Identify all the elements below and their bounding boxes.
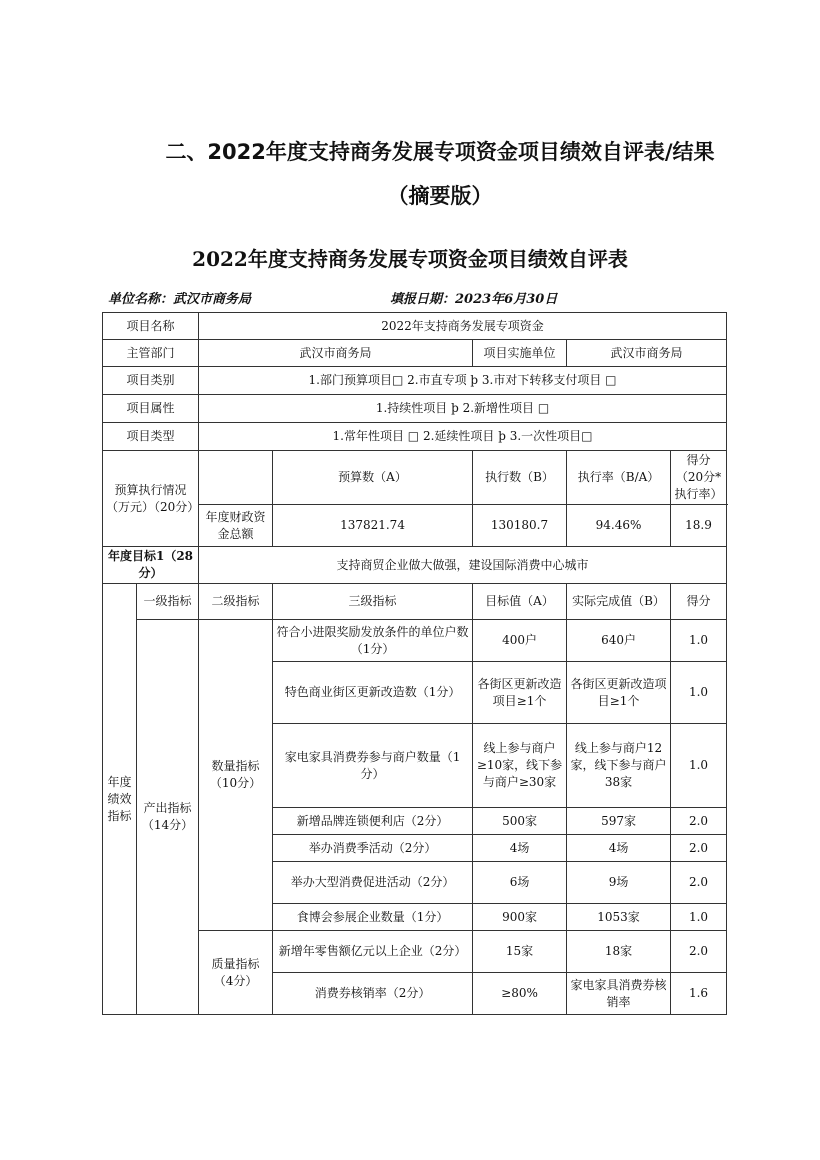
indicator-score: 1.6 xyxy=(671,973,727,1015)
indicator-header: 一级指标 xyxy=(137,584,199,620)
indicator-score: 2.0 xyxy=(671,931,727,973)
impl-label: 项目实施单位 xyxy=(473,340,567,367)
indicator-score: 1.0 xyxy=(671,724,727,808)
indicator-actual: 18家 xyxy=(567,931,671,973)
indicator-target: 6场 xyxy=(473,862,567,904)
row-attribute xyxy=(103,395,727,423)
indicator-actual: 640户 xyxy=(567,620,671,662)
indicator-target: 900家 xyxy=(473,904,567,931)
indicator-score: 2.0 xyxy=(671,835,727,862)
indicator-name: 家电家具消费券参与商户数量（1分） xyxy=(273,724,473,808)
attr-label: 项目属性 xyxy=(103,395,199,423)
budget-header: 执行率（B/A） xyxy=(567,451,671,505)
indicator-name: 符合小进限奖励发放条件的单位户数（1分） xyxy=(273,620,473,662)
indicator-name: 举办大型消费促进活动（2分） xyxy=(273,862,473,904)
indicator-header: 得分 xyxy=(671,584,727,620)
budget-header: 预算数（A） xyxy=(273,451,473,505)
indicator-actual: 线上参与商户12家，线下参与商户38家 xyxy=(567,724,671,808)
budget-header: 得分（20分*执行率） xyxy=(671,451,727,505)
indicator-score: 1.0 xyxy=(671,904,727,931)
document-heading-line2: （摘要版） xyxy=(387,184,493,208)
goal-label: 年度目标1（28分） xyxy=(103,547,199,584)
budget-value: 137821.74 xyxy=(273,505,473,547)
indicator-header: 三级指标 xyxy=(273,584,473,620)
indicator-name: 食博会参展企业数量（1分） xyxy=(273,904,473,931)
quality-indicator-label: 质量指标（4分） xyxy=(199,931,273,1015)
indicator-name: 新增品牌连锁便利店（2分） xyxy=(273,808,473,835)
table-title: 2022年度支持商务发展专项资金项目绩效自评表 xyxy=(192,247,628,271)
output-indicator-label: 产出指标（14分） xyxy=(137,620,199,1015)
document-heading-line1: 二、2022年度支持商务发展专项资金项目绩效自评表/结果 xyxy=(165,140,715,164)
indicator-header: 二级指标 xyxy=(199,584,273,620)
indicator-name: 举办消费季活动（2分） xyxy=(273,835,473,862)
report-date: 填报日期：2023年6月30日 xyxy=(390,292,558,307)
indicator-score: 2.0 xyxy=(671,808,727,835)
indicator-header: 目标值（A） xyxy=(473,584,567,620)
type-value: 1.常年性项目 □ 2.延续性项目 þ 3.一次性项目□ xyxy=(199,423,727,451)
type-label: 项目类型 xyxy=(103,423,199,451)
indicator-actual: 家电家具消费券核销率 xyxy=(567,973,671,1015)
category-label: 项目类别 xyxy=(103,367,199,395)
indicator-actual: 各街区更新改造项目≥1个 xyxy=(567,662,671,724)
dept-value: 武汉市商务局 xyxy=(199,340,473,367)
indicator-score: 2.0 xyxy=(671,862,727,904)
indicator-target: ≥80% xyxy=(473,973,567,1015)
project-name-label: 项目名称 xyxy=(103,313,199,340)
indicator-target: 4场 xyxy=(473,835,567,862)
budget-value: 94.46% xyxy=(567,505,671,547)
indicator-target: 15家 xyxy=(473,931,567,973)
indicator-actual: 1053家 xyxy=(567,904,671,931)
indicator-header: 实际完成值（B） xyxy=(567,584,671,620)
quantity-indicator-label: 数量指标（10分） xyxy=(199,620,273,931)
perf-indicator-label: 年度绩效指标 xyxy=(103,584,137,1015)
indicator-actual: 4场 xyxy=(567,835,671,862)
budget-value: 18.9 xyxy=(671,505,727,547)
indicator-target: 各街区更新改造项目≥1个 xyxy=(473,662,567,724)
row-goal xyxy=(103,547,727,584)
row-project-name xyxy=(103,313,727,340)
row-category xyxy=(103,367,727,395)
budget-empty-cell xyxy=(199,451,273,505)
dept-label: 主管部门 xyxy=(103,340,199,367)
indicator-name: 消费券核销率（2分） xyxy=(273,973,473,1015)
indicator-name: 特色商业街区更新改造数（1分） xyxy=(273,662,473,724)
category-value: 1.部门预算项目□ 2.市直专项 þ 3.市对下转移支付项目 □ xyxy=(199,367,727,395)
budget-value: 130180.7 xyxy=(473,505,567,547)
indicator-target: 线上参与商户≥10家，线下参与商户≥30家 xyxy=(473,724,567,808)
budget-header: 执行数（B） xyxy=(473,451,567,505)
budget-label: 预算执行情况（万元）（20分） xyxy=(103,451,199,547)
project-name-value: 2022年支持商务发展专项资金 xyxy=(199,313,727,340)
attr-value: 1.持续性项目 þ 2.新增性项目 □ xyxy=(199,395,727,423)
table-row xyxy=(103,620,727,662)
indicator-target: 400户 xyxy=(473,620,567,662)
indicator-actual: 9场 xyxy=(567,862,671,904)
indicator-score: 1.0 xyxy=(671,620,727,662)
unit-name: 单位名称：武汉市商务局 xyxy=(108,292,252,307)
row-budget-header xyxy=(103,451,727,505)
row-type xyxy=(103,423,727,451)
indicator-target: 500家 xyxy=(473,808,567,835)
self-evaluation-table xyxy=(102,312,727,1015)
impl-value: 武汉市商务局 xyxy=(567,340,727,367)
goal-text: 支持商贸企业做大做强，建设国际消费中心城市 xyxy=(199,547,727,584)
budget-row-label: 年度财政资金总额 xyxy=(199,505,273,547)
row-department xyxy=(103,340,727,367)
indicator-actual: 597家 xyxy=(567,808,671,835)
row-indicator-header xyxy=(103,584,727,620)
indicator-name: 新增年零售额亿元以上企业（2分） xyxy=(273,931,473,973)
indicator-score: 1.0 xyxy=(671,662,727,724)
